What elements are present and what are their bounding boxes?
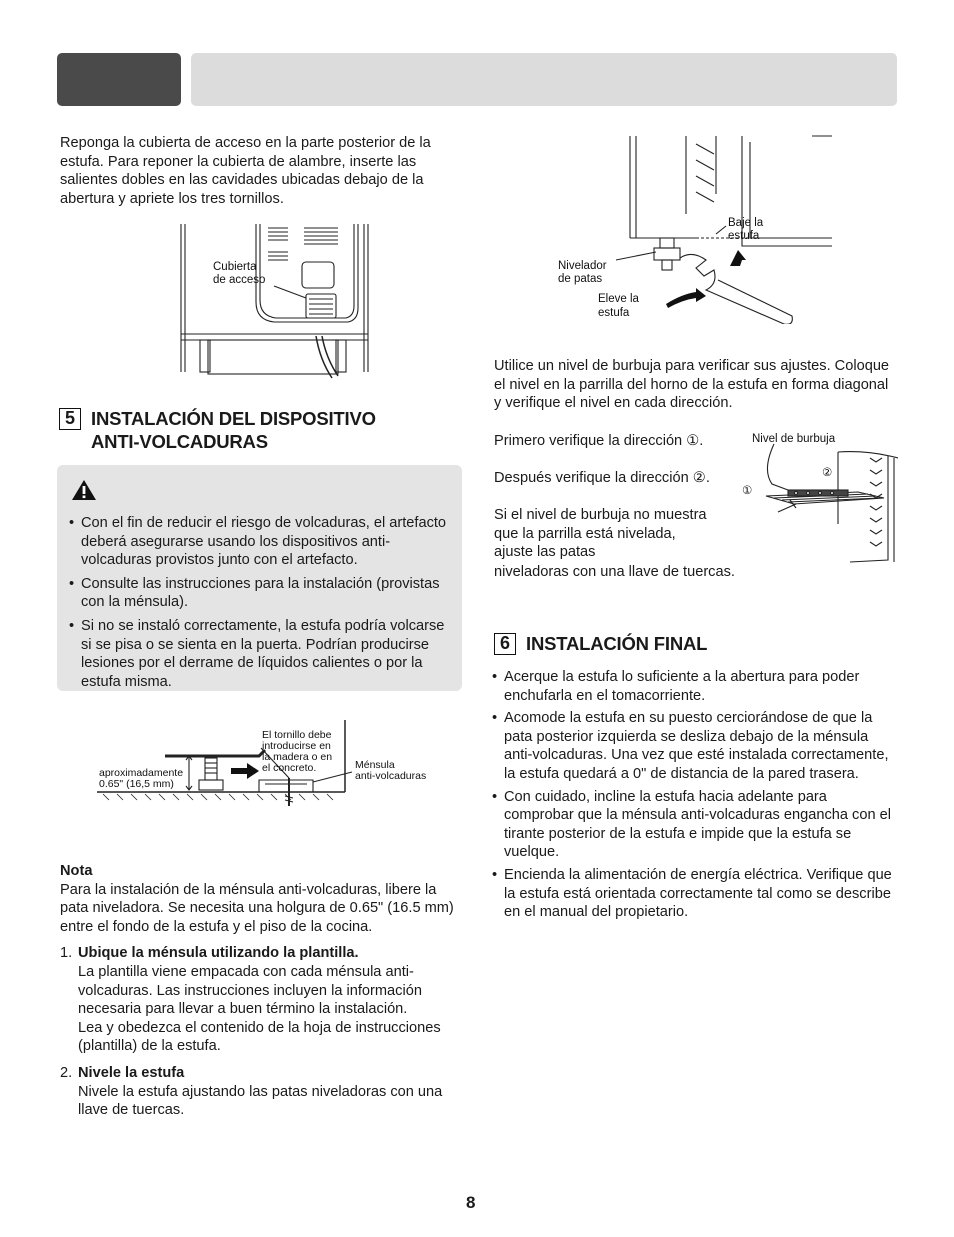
step-body-2: Lea y obedezca el contenido de la hoja de instrucciones (plantilla) de la estufa. bbox=[78, 1019, 441, 1055]
step-heading-end: . bbox=[354, 945, 359, 962]
direction-1-text: Primero verifique la dirección ①. bbox=[494, 433, 704, 449]
page-number: 8 bbox=[466, 1193, 476, 1212]
step-body: Nivele la estufa ajustando las patas niveladoras con una llave de tuercas. bbox=[78, 1083, 443, 1119]
leveler-label-2: de patas bbox=[558, 273, 603, 285]
raise-label-2: estufa bbox=[598, 307, 630, 319]
screw-label-3: la madera o en bbox=[262, 751, 333, 763]
section-6-heading bbox=[494, 632, 707, 655]
screw-label-4: el concreto. bbox=[262, 762, 317, 774]
step-number: 1. bbox=[60, 945, 73, 962]
access-cover-label-1: Cubierta bbox=[213, 261, 257, 273]
bubble-level-figure bbox=[738, 428, 898, 568]
warning-box bbox=[57, 465, 462, 691]
section-5-heading bbox=[59, 407, 376, 453]
list-item: • Acerque la estufa lo suficiente a la abertura para poder enchufarla en el tomacorriente. bbox=[492, 668, 897, 705]
bracket-label-2: anti-volcaduras bbox=[355, 770, 427, 782]
intro-paragraph bbox=[60, 134, 462, 208]
direction-block bbox=[494, 432, 744, 562]
list-item: • Encienda la alimentación de energía eléctrica. Verifique que la estufa está orientada correctamente tal como se describe en el manual del propietario. bbox=[492, 866, 897, 922]
bubble-level-label: Nivel de burbuja bbox=[752, 433, 836, 445]
section-6-title: INSTALACIÓN FINAL bbox=[526, 633, 708, 654]
note-title: Nota bbox=[60, 863, 93, 879]
list-item: • Con cuidado, incline la estufa hacia adelante para comprobar que la ménsula anti-volcaduras engancha con el tirante posterior de la estufa e impide que la estufa se vuelque. bbox=[492, 788, 897, 862]
note-block bbox=[60, 862, 462, 1120]
warning-item: • Consulte las instrucciones para la instalación (provistas con la ménsula). bbox=[69, 575, 448, 612]
raise-label-1: Eleve la bbox=[598, 293, 639, 305]
leveling-leg-figure bbox=[556, 134, 836, 324]
step-2 bbox=[60, 1064, 462, 1120]
direction-mark-2: ② bbox=[822, 467, 833, 479]
section-5-title-line-2: ANTI-VOLCADURAS bbox=[91, 431, 268, 452]
section-5-number: 5 bbox=[59, 408, 81, 430]
anti-tip-bracket-figure bbox=[97, 720, 437, 810]
step-number: 2. bbox=[60, 1064, 73, 1081]
section-5-title-line-1: INSTALACIÓN DEL DISPOSITIVO bbox=[91, 408, 376, 429]
header-tab-dark bbox=[57, 53, 181, 106]
header-bar bbox=[191, 53, 897, 106]
access-cover-figure bbox=[178, 222, 372, 380]
section-5-title bbox=[91, 407, 376, 453]
note-body: Para la instalación de la ménsula anti-volcaduras, libere la pata niveladora. Se necesita una holgura de 0.65" (16.5 mm) entre el fondo de la estufa y el piso de la cocina. bbox=[60, 881, 454, 935]
intro-text: Reponga la cubierta de acceso en la parte posterior de la estufa. Para reponer la cubierta de alambre, inserte las salientes dobles en las cavidades ubicadas debajo de la abertura y apriete los tres tornillos. bbox=[60, 135, 431, 207]
direction-mark-1: ① bbox=[742, 485, 753, 497]
gap-label-1: aproximadamente bbox=[99, 767, 184, 779]
step-1 bbox=[60, 944, 462, 1056]
level-text: Utilice un nivel de burbuja para verificar sus ajustes. Coloque el nivel en la parrilla del horno de la estufa en forma diagonal y verifique el nivel en cada dirección. bbox=[494, 358, 890, 412]
access-cover-label-2: de acceso bbox=[213, 274, 266, 286]
gap-label-2: 0.65" (16,5 mm) bbox=[99, 778, 174, 790]
lower-label-1: Baje la bbox=[728, 217, 764, 229]
warning-triangle-icon bbox=[71, 479, 97, 501]
section-6-number: 6 bbox=[494, 633, 516, 655]
section-6-list bbox=[492, 668, 897, 926]
step-heading: Ubique la ménsula utilizando la plantilla bbox=[78, 945, 355, 962]
screw-label-2: introducirse en bbox=[262, 740, 331, 752]
direction-2-text: Después verifique la dirección ②. bbox=[494, 469, 710, 486]
level-instructions bbox=[494, 357, 899, 413]
warning-item: • Con el fin de reducir el riesgo de volcaduras, el artefacto deberá asegurarse usando los dispositivos anti-volcaduras provistos junto con el artefacto. bbox=[69, 514, 448, 570]
lower-label-2: estufa bbox=[728, 230, 760, 242]
step-body: La plantilla viene empacada con cada ménsula anti-volcaduras. Las instrucciones incluyen la información necesaria para llevar a buen término la instalación. bbox=[78, 963, 422, 1018]
step-heading: Nivele la estufa bbox=[78, 1064, 185, 1081]
screw-label-1: El tornillo debe bbox=[262, 729, 332, 741]
bubble-text: Si el nivel de burbuja no muestra que la parrilla está nivelada, ajuste las patas bbox=[494, 507, 707, 561]
list-item: • Acomode la estufa en su puesto cerciorándose de que la pata posterior izquierda se desliza debajo de la ménsula anti-volcaduras. Una vez que esté instalada correctamente, la estufa quedará a 0" de distancia de la pared trasera. bbox=[492, 709, 897, 783]
warning-item: • Si no se instaló correctamente, la estufa podría volcarse si se pisa o se sienta en la puerta. Podrían producirse lesiones por el derrame de líquidos calientes o por la estufa misma. bbox=[69, 617, 448, 691]
bubble-text-b: niveladoras con una llave de tuercas. bbox=[494, 564, 735, 580]
leveler-label-1: Nivelador bbox=[558, 260, 607, 272]
bracket-label-1: Ménsula bbox=[355, 759, 395, 771]
